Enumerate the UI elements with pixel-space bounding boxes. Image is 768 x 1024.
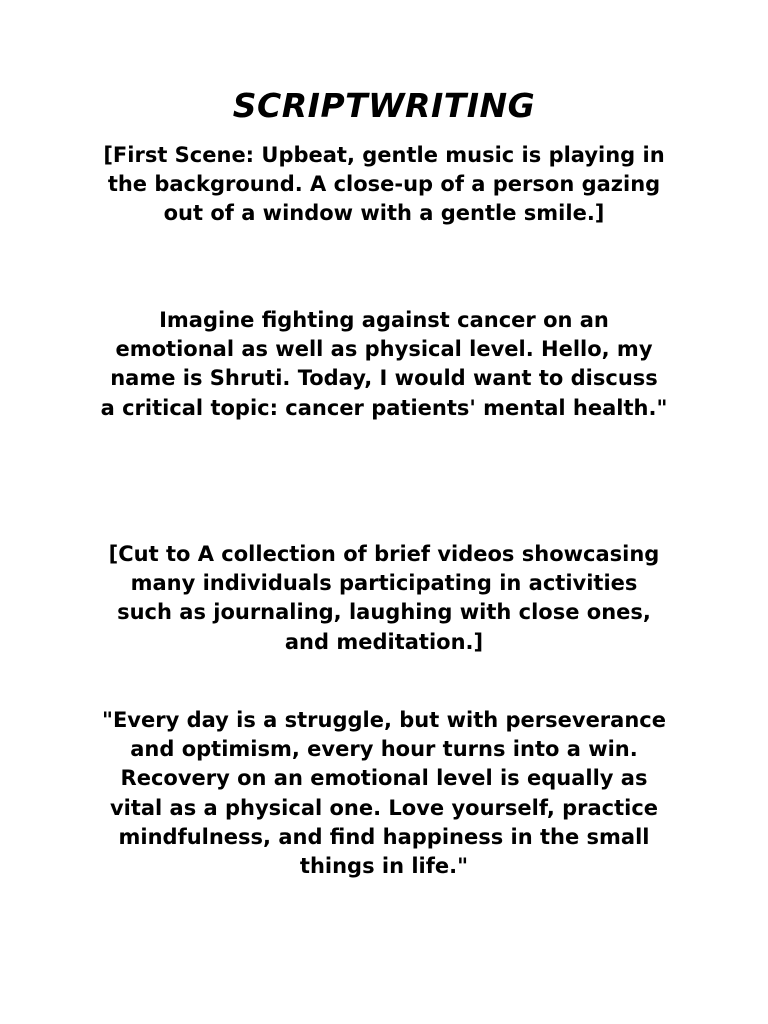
closing-quote-paragraph: "Every day is a struggle, but with perseverance and optimism, every hour turns into a win. Recovery on an emotional level is equally as vital as a physical one. Love yourself, practice mindfulness, and find happiness in the small things in life." bbox=[102, 708, 666, 879]
scene-direction-paragraph: [First Scene: Upbeat, gentle music is playing in the background. A close-up of a person gazing out of a window with a gentle smile.] bbox=[103, 143, 665, 226]
document-title: SCRIPTWRITING bbox=[232, 86, 536, 125]
cut-direction-paragraph: [Cut to A collection of brief videos showcasing many individuals participating in activities such as journaling, laughing with close ones, and meditation.] bbox=[108, 542, 660, 654]
intro-dialogue-paragraph: Imagine fighting against cancer on an emotional as well as physical level. Hello, my name is Shruti. Today, I would want to discuss a critical topic: cancer patients' mental health." bbox=[100, 308, 668, 420]
